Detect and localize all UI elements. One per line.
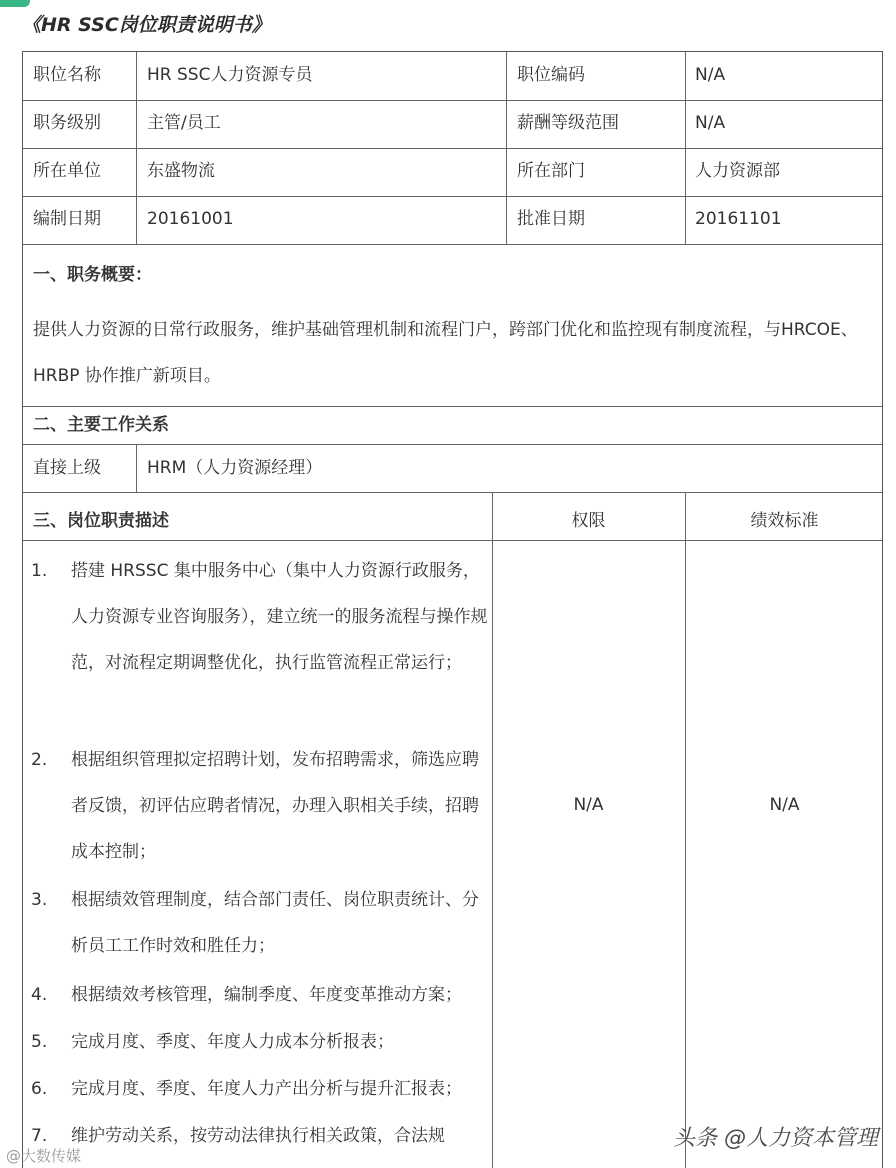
- unit-label: 所在单位: [33, 161, 101, 181]
- duties-heading: 三、岗位职责描述: [33, 511, 169, 531]
- position-name-value: HR SSC人力资源专员: [147, 65, 313, 85]
- department-value: 人力资源部: [695, 161, 780, 181]
- compile-date-label: 编制日期: [33, 209, 101, 229]
- position-name-label: 职位名称: [33, 65, 101, 85]
- duty-item: [31, 1019, 491, 1065]
- kpi-header: 绩效标准: [750, 511, 819, 531]
- overview-text: 提供人力资源的日常行政服务，维护基础管理机制和流程门户，跨部门优化和监控现有制度流程，与HRCOE、HRBP 协作推广新项目。: [33, 320, 858, 386]
- document-title: 《HR SSC岗位职责说明书》: [22, 14, 271, 36]
- col-divider: [685, 492, 686, 1168]
- job-description-table: [22, 51, 883, 1168]
- duty-item: [31, 972, 491, 1018]
- duty-number: 1.: [31, 561, 48, 581]
- row-divider: [23, 148, 882, 149]
- department-label: 所在部门: [517, 161, 585, 181]
- col-divider: [136, 52, 137, 244]
- supervisor-value: HRM（人力资源经理）: [147, 458, 323, 478]
- salary-grade-label: 薪酬等级范围: [517, 113, 619, 133]
- duty-text: 维护劳动关系，按劳动法律执行相关政策，合法规: [71, 1126, 445, 1146]
- duty-item: [31, 737, 491, 875]
- corner-watermark: @大数传媒: [6, 1147, 82, 1165]
- row-divider: [23, 244, 882, 245]
- job-level-label: 职务级别: [33, 113, 101, 133]
- position-code-value: N/A: [695, 65, 726, 85]
- duty-text: 根据绩效考核管理，编制季度、年度变革推动方案；: [71, 985, 462, 1005]
- col-divider: [506, 52, 507, 244]
- row-divider: [23, 406, 882, 407]
- row-divider: [23, 196, 882, 197]
- salary-grade-value: N/A: [695, 113, 726, 133]
- col-divider: [685, 52, 686, 244]
- duty-item: [31, 548, 491, 686]
- authority-header: 权限: [571, 511, 606, 531]
- duty-number: 4.: [31, 985, 48, 1005]
- approve-date-label: 批准日期: [517, 209, 585, 229]
- duty-text: 根据绩效管理制度，结合部门责任、岗位职责统计、分析员工工作时效和胜任力；: [71, 890, 479, 956]
- kpi-value: N/A: [769, 795, 800, 815]
- duty-number: 3.: [31, 890, 48, 910]
- green-corner-decoration: [0, 0, 30, 7]
- row-divider: [23, 540, 882, 541]
- duty-number: 7.: [31, 1126, 48, 1146]
- approve-date-value: 20161101: [695, 209, 782, 229]
- duty-item: [31, 1113, 491, 1159]
- position-code-label: 职位编码: [517, 65, 585, 85]
- duty-item: [31, 1066, 491, 1112]
- duty-text: 搭建 HRSSC 集中服务中心（集中人力资源行政服务，人力资源专业咨询服务），建立统一的服务流程与操作规范，对流程定期调整优化，执行监管流程正常运行；: [71, 561, 488, 673]
- col-divider: [136, 444, 137, 492]
- relations-heading: 二、主要工作关系: [33, 415, 169, 435]
- duty-number: 2.: [31, 750, 48, 770]
- supervisor-label: 直接上级: [33, 458, 101, 478]
- col-divider: [492, 492, 493, 1168]
- job-level-value: 主管/员工: [147, 113, 221, 133]
- duty-text: 根据组织管理拟定招聘计划，发布招聘需求，筛选应聘者反馈，初评估应聘者情况，办理入职相关手续，招聘成本控制；: [71, 750, 479, 862]
- authority-value: N/A: [573, 795, 604, 815]
- row-divider: [23, 100, 882, 101]
- duty-number: 5.: [31, 1032, 48, 1052]
- unit-value: 东盛物流: [147, 161, 215, 181]
- source-watermark: 头条 @人力资本管理: [673, 1126, 878, 1151]
- duty-item: [31, 877, 491, 969]
- row-divider: [23, 444, 882, 445]
- row-divider: [23, 492, 882, 493]
- duty-number: 6.: [31, 1079, 48, 1099]
- compile-date-value: 20161001: [147, 209, 234, 229]
- duty-text: 完成月度、季度、年度人力成本分析报表；: [71, 1032, 394, 1052]
- overview-heading: 一、职务概要：: [33, 265, 152, 285]
- duty-text: 完成月度、季度、年度人力产出分析与提升汇报表；: [71, 1079, 462, 1099]
